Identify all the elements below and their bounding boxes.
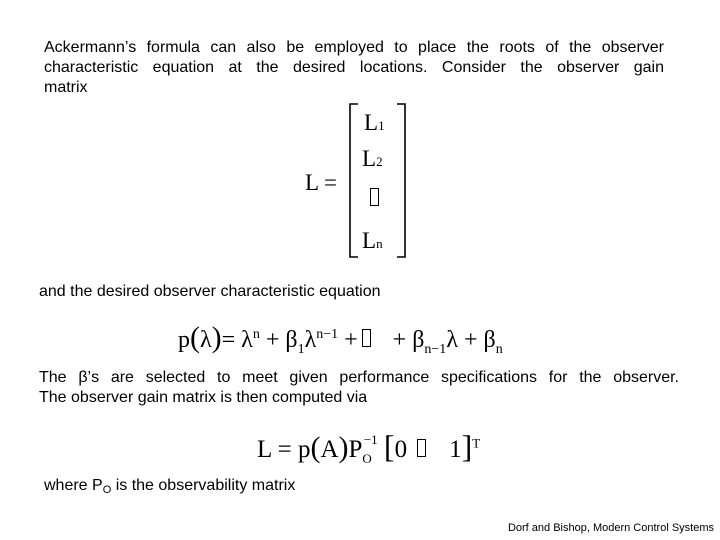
observability-note — [44, 476, 295, 500]
betas-line-2: The observer gain matrix is then computed via — [39, 389, 368, 406]
matrix-right-bracket — [397, 104, 405, 257]
matrix-entry-l2: L2 — [362, 146, 383, 171]
matrix-entry-l1: L1 — [364, 110, 385, 135]
intro-line-2: characteristic equation at the desired locations. Consider the observer gain — [44, 59, 664, 76]
observability-note-post: is the observability matrix — [111, 477, 296, 494]
intro-line-1: Ackermann’s formula can also be employed to place the roots of the observer — [44, 39, 664, 56]
gain-matrix-lhs: L = — [305, 170, 337, 195]
observability-note-pre: where P — [44, 477, 103, 494]
matrix-entry-ln: Ln — [362, 228, 383, 253]
betas-line-1: The β’s are selected to meet given performance specifications for the observer. — [39, 369, 679, 386]
characteristic-equation: $p(\lambda)= \lambda^n + \beta_1\lambda^{n-1}$ + + $\beta_{n-1}\lambda + \beta_n$ — [178, 321, 503, 357]
citation-footer: Dorf and Bishop, Modern Control Systems — [507, 522, 714, 534]
matrix-left-bracket — [350, 104, 358, 257]
betas-paragraph — [39, 368, 679, 408]
matrix-entry-vdots — [370, 188, 379, 211]
observability-note-sub: O — [102, 484, 112, 496]
ackermann-equation: $L = p(A)P_O^{-1}$ [0 1]$^T$ — [257, 428, 481, 466]
intro-line-3: matrix — [44, 79, 88, 96]
desired-equation-intro: and the desired observer characteristic equation — [39, 283, 381, 300]
